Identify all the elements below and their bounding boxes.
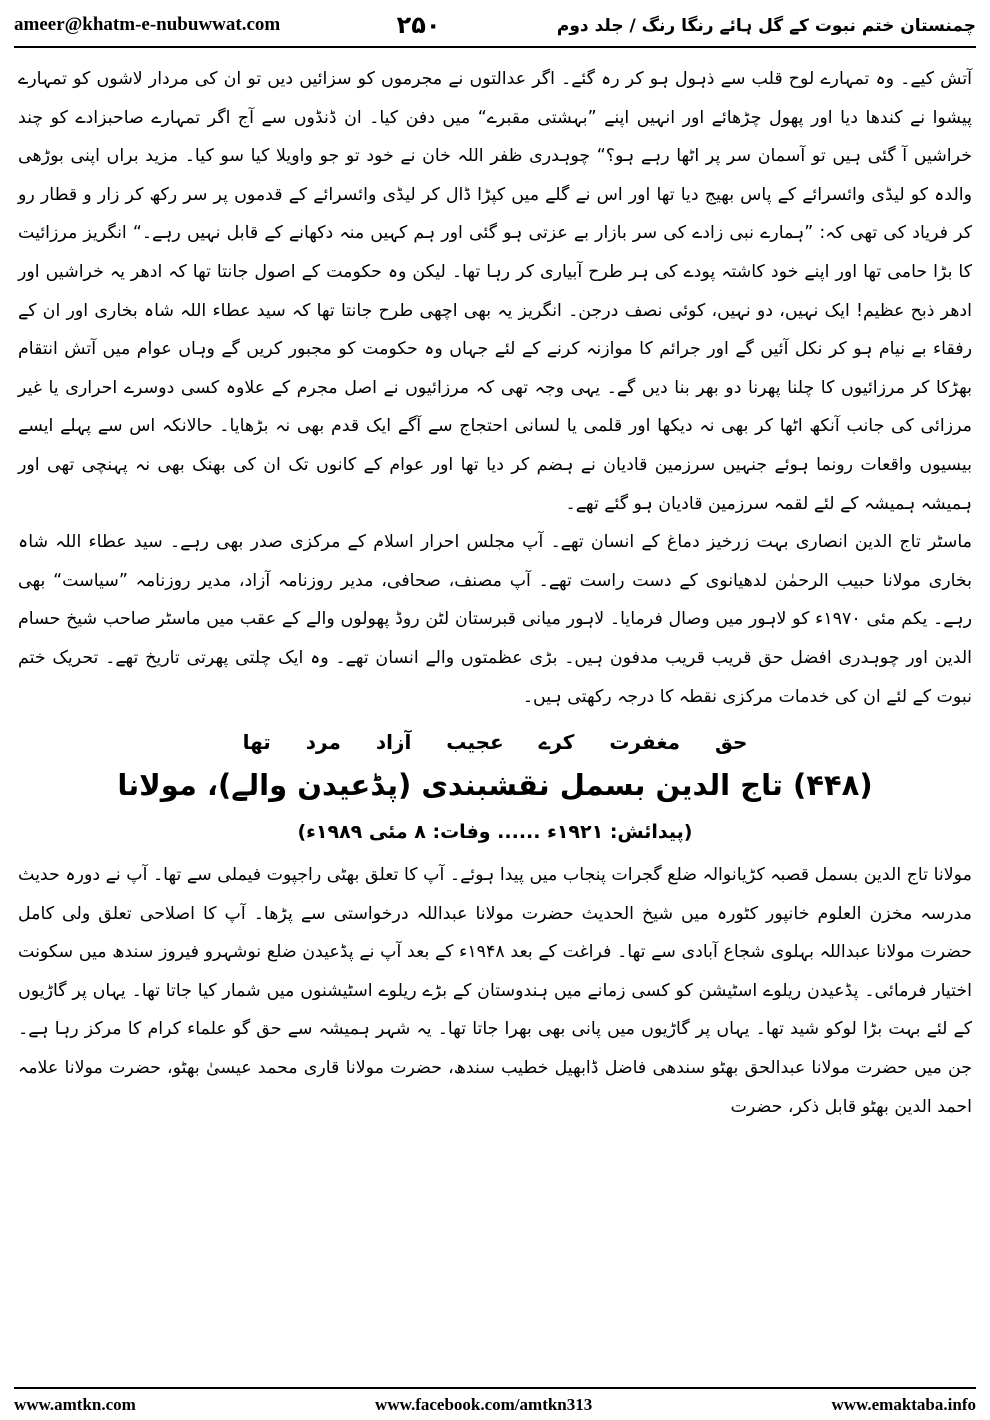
paragraph-3: مولانا تاج الدین بسمل قصبہ کڑیانوالہ ضلع گجرات پنجاب میں پیدا ہوئے۔ آپ کا تعلق بھٹی راجپوت فیملی سے تھا۔ آپ نے دورہ حدیث مدرسہ مخزن العلوم خانپور کٹورہ میں شیخ الحدیث حضرت مولانا عبداللہ درخواستی سے پڑھا۔ آپ کا اصلاحی تعلق ولی کامل حضرت مولانا عبداللہ بہلوی شجاع آبادی سے تھا۔ فراغت کے بعد ۱۹۴۸ء کے بعد آپ نے پڈعیدن ضلع نوشہرو فیروز سندھ میں سکونت اختیار فرمائی۔ پڈعیدن ریلوے اسٹیشن کو کسی زمانے میں ہندوستان کے بڑے ریلوے اسٹیشنوں میں شمار کیا جاتا تھا۔ یہاں پر گاڑیوں کے لئے بہت بڑا لوکو شید تھا۔ یہاں پر گاڑیوں میں پانی بھی بھرا جاتا تھا۔ یہ شہر ہمیشہ سے حق گو علماء کرام کا مرکز رہا ہے۔ جن میں حضرت مولانا عبدالحق بھٹو سندھی فاضل ڈابھیل خطیب سندھ، حضرت مولانا قاری محمد عیسیٰ بھٹو، حضرت مولانا علامہ احمد الدین بھٹو قابل ذکر، حضرت bbox=[18, 865, 972, 1117]
page-number: ۲۵۰ bbox=[396, 11, 441, 39]
section-heading: (۴۴۸) تاج الدین بسمل نقشبندی (پڈعیدن والے)، مولانا bbox=[117, 768, 873, 803]
footer-link-facebook[interactable]: www.facebook.com/amtkn313 bbox=[375, 1395, 593, 1414]
paragraph-2: ماسٹر تاج الدین انصاری بہت زرخیز دماغ کے انسان تھے۔ آپ مجلس احرار اسلام کے مرکزی صدر بھی رہے۔ سید عطاء اللہ شاہ بخاری مولانا حبیب الرحمٰن لدھیانوی کے دست راست تھے۔ آپ مصنف، صحافی، مدیر روزنامہ آزاد، مدیر روزنامہ ”سیاست“ بھی رہے۔ یکم مئی ۱۹۷۰ء کو لاہور میں وصال فرمایا۔ لاہور میانی قبرستان لٹن روڈ پھولوں والے کے عقب میں ماسٹر صاحب شیخ حسام الدین اور چوہدری افضل حق قریب قریب مدفون ہیں۔ بڑی عظمتوں والے انسان تھے۔ وہ ایک چلتی پھرتی تاریخ تھے۔ تحریک ختم نبوت کے لئے ان کی خدمات مرکزی نقطہ کا درجہ رکھتی ہیں۔ bbox=[18, 532, 972, 707]
paragraph-1: آتش کیے۔ وہ تمہارے لوح قلب سے ذہول ہو کر رہ گئے۔ اگر عدالتوں نے مجرموں کو سزائیں دیں تو ان کی مردار لاشوں کو تمہارے پیشوا نے کندھا دیا اور پھول چڑھائے اور انہیں اپنے ”بہشتی مقبرے“ میں دفن کیا۔ ان ڈنڈوں سے آج اگر تمہارے صاحبزادے کو چند خراشیں آ گئی ہیں تو آسمان سر پر اٹھا رہے ہو؟“ چوہدری ظفر اللہ خان نے خود تو جو واویلا کیا سو کیا۔ مزید براں اپنی بوڑھی والدہ کو لیڈی وائسرائے کے پاس بھیج دیا تھا اور اس نے گلے میں کپڑا ڈال کر لیڈی وائسرائے کے قدموں پر سر رکھ کر زار و قطار رو کر فریاد کی تھی کہ: ”ہمارے نبی زادے کی سر بازار بے عزتی ہو گئی اور ہم کہیں منہ دکھانے کے قابل نہیں رہے۔“ انگریز مرزائیت کا بڑا حامی تھا اور اپنے خود کاشتہ پودے کی ہر طرح آبیاری کر رہا تھا۔ لیکن وہ حکومت کے اصول جانتا تھا کہ ادھر یہ خراشیں اور ادھر ذبح عظیم! ایک نہیں، دو نہیں، کوئی نصف درجن۔ انگریز یہ بھی اچھی طرح جانتا تھا کہ سید عطاء اللہ شاہ بخاری اور ان کے رفقاء بے نیام ہو کر نکل آئیں گے اور جرائم کا موازنہ کرنے کے لئے جہاں وہ حکومت کو مجبور کریں گے وہاں عوام میں آتش انتقام بھڑکا کر مرزائیوں کا چلنا پھرنا دو بھر بنا دیں گے۔ یہی وجہ تھی کہ مرزائیوں نے اصل مجرم کے علاوہ کسی دوسرے احراری یا غیر مرزائی کی جانب آنکھ اٹھا کر بھی نہ دیکھا اور قلمی یا لسانی احتجاج سے آگے ایک قدم بھی نہ بڑھایا۔ حالانکہ اس سے پہلے ایسے بیسیوں واقعات رونما ہوئے جنہیں سرزمین قادیان نے ہضم کر دیا تھا اور عوام کے کانوں تک ان کی بھنک بھی نہ پہنچی تھی اور ہمیشہ ہمیشہ کے لئے لقمہ سرزمین قادیان ہو گئے تھے۔ bbox=[18, 69, 972, 514]
book-title: چمنستان ختم نبوت کے گل ہائے رنگا رنگ / جلد دوم bbox=[556, 15, 976, 36]
page-header bbox=[14, 8, 976, 42]
page-body bbox=[18, 60, 972, 1126]
footer-rule bbox=[14, 1387, 976, 1389]
header-email: ameer@khatm-e-nubuwwat.com bbox=[14, 14, 281, 35]
footer-link-emaktaba[interactable]: www.emaktaba.info bbox=[831, 1395, 976, 1414]
footer-link-amtkn[interactable]: www.amtkn.com bbox=[14, 1395, 136, 1414]
verse-line: حق مغفرت کرے عجیب آزاد مرد تھا bbox=[242, 730, 748, 755]
page-footer bbox=[14, 1392, 976, 1418]
birth-death-dates: (پیدائش: ۱۹۲۱ء ...... وفات: ۸ مئی ۱۹۸۹ء) bbox=[297, 821, 693, 844]
header-rule bbox=[14, 46, 976, 48]
